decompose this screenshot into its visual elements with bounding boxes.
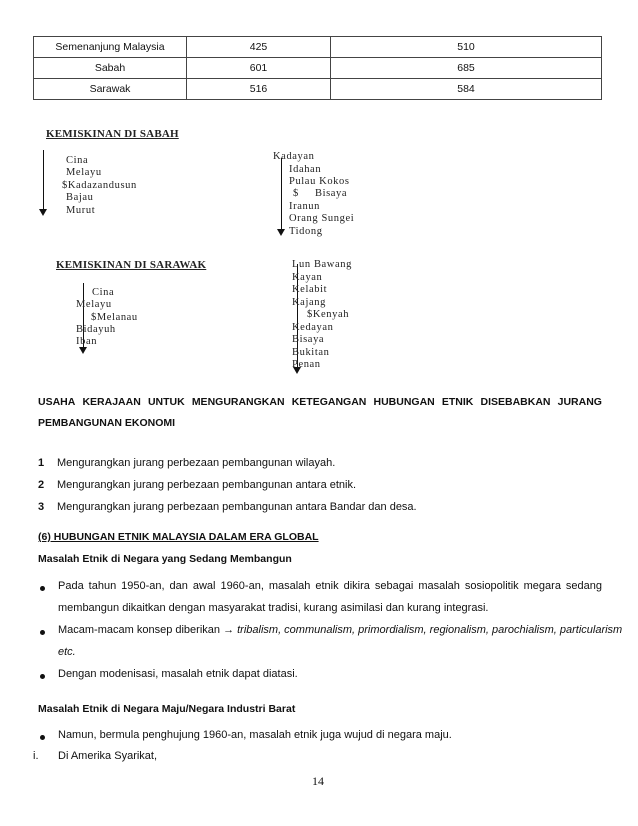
heading-word: DISEBABKAN [480,396,551,408]
list-item [38,452,336,474]
sabah-heading: KEMISKINAN DI SABAH [46,128,179,140]
bullet-text: Pada tahun 1950-an, dan awal 1960-an, masalah etnik dikira sebagai masalah sosiopolitik megara sedang [58,580,602,592]
table-cell: Semenanjung Malaysia [34,37,187,58]
arrow-line [43,150,44,210]
sarawak-left-item: Iban [76,336,98,347]
heading-word: KETEGANGAN [291,396,367,408]
bullet-text: Dengan modenisasi, masalah etnik dapat diatasi. [58,668,298,680]
bullet-icon [40,630,45,635]
sabah-right-item: Pulau Kokos [289,176,350,187]
item-marker: i. [33,750,39,762]
sarawak-right-item: Kajang [292,297,326,308]
table-cell: 516 [187,79,331,100]
table-cell: 601 [187,58,331,79]
sabah-left-item: Cina [66,155,89,166]
list-number: 2 [38,479,45,491]
section-subtitle: Masalah Etnik di Negara Maju/Negara Industri Barat [38,703,296,715]
bullet-icon [40,735,45,740]
sarawak-left-item: Cina [92,287,115,298]
bullet-text: Namun, bermula penghujung 1960-an, masalah etnik juga wujud di negara maju. [58,729,452,741]
sabah-left-item: Murut [66,205,96,216]
sabah-right-item: Tidong [289,226,323,237]
list-number: 1 [38,457,45,469]
sabah-right-item: Iranun [289,201,321,212]
bullet-text-cont: etc. [58,646,76,658]
bullet-icon [40,586,45,591]
list-item [38,496,417,518]
sabah-right-item: Kadayan [273,151,315,162]
sarawak-right-item: Kedayan [292,322,334,333]
item-text: Di Amerika Syarikat, [58,750,158,762]
list-text: Mengurangkan jurang perbezaan pembangunan antara Bandar dan desa. [57,501,417,513]
page-number: 14 [312,774,324,788]
sarawak-right-item: Kayan [292,272,323,283]
down-arrow-icon [39,209,47,216]
sabah-right-item: $ Bisaya [293,188,348,199]
heading-word: ETNIK [441,396,474,408]
sarawak-right-item: Lun Bawang [292,259,352,270]
sabah-left-item: $Kadazandusun [62,180,137,191]
list-item [38,474,357,496]
bullet-text [58,619,622,641]
bullet-text-cont: membangun dikaitkan dengan masyarakat tradisi, kurang asimilasi dan kurang integrasi. [58,602,489,614]
down-arrow-icon [277,229,285,236]
bullet-icon [40,674,45,679]
sarawak-right-item: Bisaya [292,334,325,345]
list-text: Mengurangkan jurang perbezaan pembangunan antara etnik. [57,479,357,491]
sarawak-right-item: $Kenyah [307,309,350,320]
sarawak-left-item: $Melanau [91,312,138,323]
table-cell: 510 [331,37,602,58]
sarawak-right-item: Bukitan [292,347,330,358]
poverty-line-table [33,36,602,100]
section-subtitle: Masalah Etnik di Negara yang Sedang Membangun [38,553,292,565]
sabah-left-item: Bajau [66,192,94,203]
heading-word: KERAJAAN [82,396,141,408]
sabah-left-item: Melayu [66,167,102,178]
usaha-heading [38,396,602,408]
sarawak-left-item: Melayu [76,299,112,310]
sarawak-right-item: Kelabit [292,284,328,295]
table-row [34,58,602,79]
table-row [34,37,602,58]
table-row [34,79,602,100]
heading-word: USAHA [38,396,76,408]
sarawak-heading: KEMISKINAN DI SARAWAK [56,259,207,271]
heading-word: HUBUNGAN [373,396,435,408]
arrow-line [281,158,282,230]
sabah-right-item: Orang Sungei [289,213,355,224]
list-text: Mengurangkan jurang perbezaan pembangunan wilayah. [57,457,336,469]
concept-list: tribalism, communalism, primordialism, regionalism, parochialism, particularism [237,624,623,636]
heading-word: UNTUK [147,396,185,408]
list-number: 3 [38,501,45,513]
sabah-right-item: Idahan [289,164,322,175]
table-cell: Sabah [34,58,187,79]
sarawak-right-item: Penan [292,359,321,370]
usaha-heading-line2: PEMBANGUNAN EKONOMI [38,417,176,429]
section-title: (6) HUBUNGAN ETNIK MALAYSIA DALAM ERA GLOBAL [38,531,319,543]
table-cell: 685 [331,58,602,79]
bullet-text-prefix: Macam-macam konsep diberikan → [58,624,238,636]
table-cell: Sarawak [34,79,187,100]
table-cell: 425 [187,37,331,58]
heading-word: MENGURANGKAN [191,396,285,408]
table-cell: 584 [331,79,602,100]
heading-word: JURANG [557,396,602,408]
sarawak-left-item: Bidayuh [76,324,116,335]
